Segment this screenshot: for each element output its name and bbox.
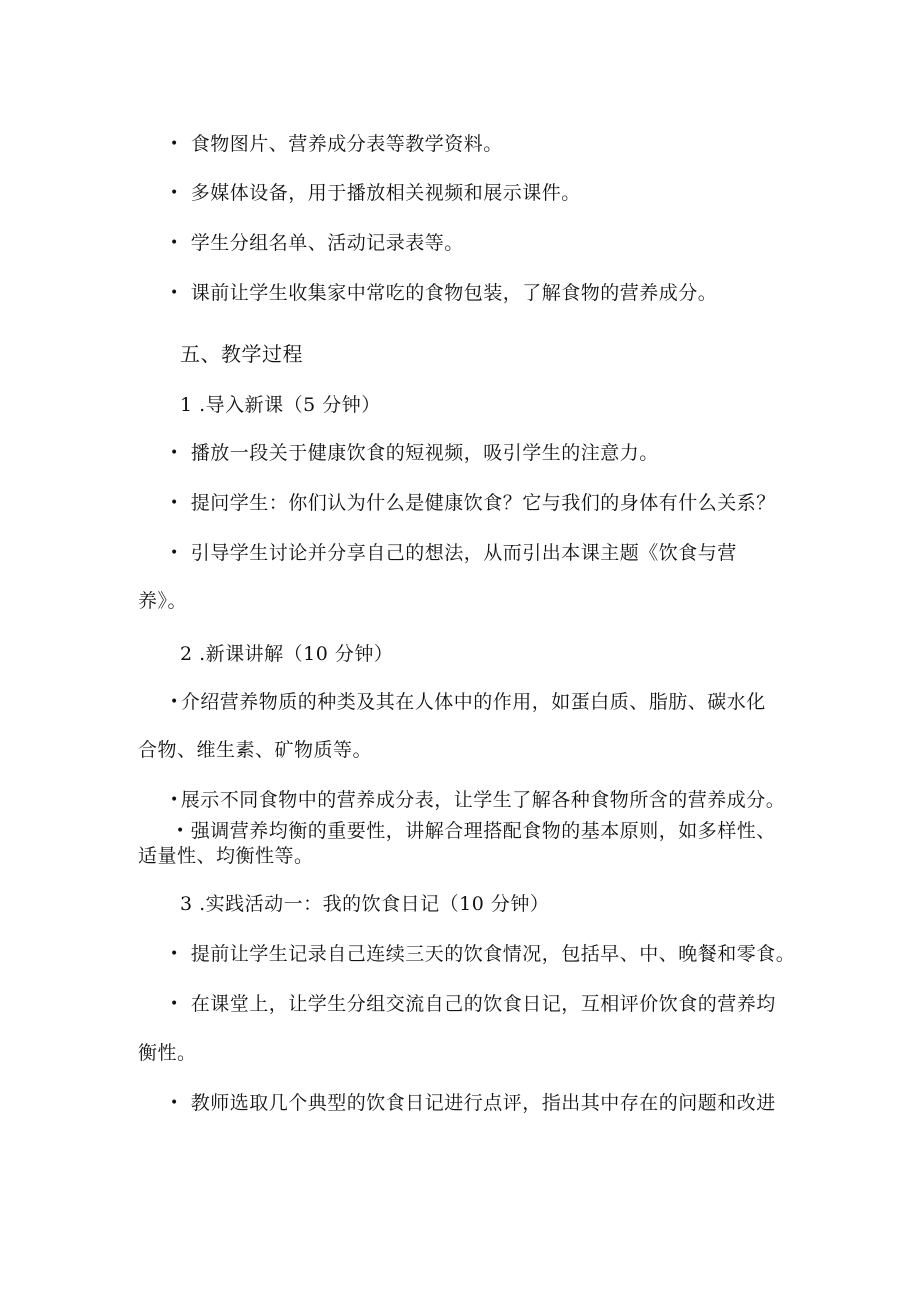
list-item-text: 展示不同食物中的营养成分表，让学生了解各种食物所含的营养成分。	[180, 789, 786, 811]
list-item-continuation: 衡性。	[138, 1042, 197, 1064]
list-item-text: 多媒体设备，用于播放相关视频和展示课件。	[190, 182, 581, 204]
list-item-text: 学生分组名单、活动记录表等。	[190, 232, 464, 254]
list-item-text: 课前让学生收集家中常吃的食物包装，了解食物的营养成分。	[190, 282, 718, 304]
list-item-text: 食物图片、营养成分表等教学资料。	[190, 133, 503, 155]
bullet-icon: •	[170, 946, 179, 962]
list-item-text: 提问学生：你们认为什么是健康饮食？它与我们的身体有什么关系？	[190, 492, 776, 514]
list-item	[170, 788, 785, 812]
list-item-text: 引导学生讨论并分享自己的想法，从而引出本课主题《饮食与营	[190, 542, 737, 564]
list-item-text: 介绍营养物质的种类及其在人体中的作用，如蛋白质、脂肪、碳水化	[180, 691, 766, 713]
list-item-text: 在课堂上，让学生分组交流自己的饮食日记，互相评价饮食的营养均	[190, 993, 776, 1015]
list-item	[170, 231, 464, 255]
list-item	[170, 441, 659, 465]
list-item-text: 强调营养均衡的重要性，讲解合理搭配食物的基本原则，如多样性、	[190, 820, 776, 842]
list-item	[170, 132, 503, 156]
bullet-icon: •	[170, 1095, 179, 1111]
list-item	[170, 992, 776, 1016]
list-item-continuation: 适量性、均衡性等。	[138, 845, 314, 867]
list-item	[170, 491, 776, 515]
list-item	[170, 1091, 776, 1115]
bullet-icon: •	[170, 495, 179, 511]
list-item-text: 教师选取几个典型的饮食日记进行点评，指出其中存在的问题和改进	[190, 1092, 776, 1114]
list-item-continuation: 养》。	[138, 590, 188, 612]
bullet-icon: •	[170, 136, 179, 152]
list-item-continuation: 合物、维生素、矿物质等。	[138, 739, 373, 761]
list-item	[170, 942, 795, 966]
bullet-icon: •	[170, 545, 179, 561]
step-title: 1 .导入新课（5 分钟）	[180, 394, 381, 416]
list-item	[170, 181, 581, 205]
step-title: 3 .实践活动一：我的饮食日记（10 分钟）	[180, 893, 550, 915]
bullet-icon: •	[176, 823, 185, 839]
list-item	[170, 541, 737, 565]
section-title: 五、教学过程	[180, 342, 303, 366]
bullet-icon: •	[170, 185, 179, 201]
list-item	[170, 690, 766, 714]
bullet-icon: •	[170, 792, 179, 808]
list-item	[170, 281, 717, 305]
step-title: 2 .新课讲解（10 分钟）	[180, 643, 394, 665]
bullet-icon: •	[170, 445, 179, 461]
list-item	[176, 819, 776, 843]
list-item-text: 提前让学生记录自己连续三天的饮食情况，包括早、中、晚餐和零食。	[190, 943, 796, 965]
bullet-icon: •	[170, 285, 179, 301]
bullet-icon: •	[170, 996, 179, 1012]
bullet-icon: •	[170, 235, 179, 251]
bullet-icon: •	[170, 694, 179, 710]
list-item-text: 播放一段关于健康饮食的短视频，吸引学生的注意力。	[190, 442, 659, 464]
